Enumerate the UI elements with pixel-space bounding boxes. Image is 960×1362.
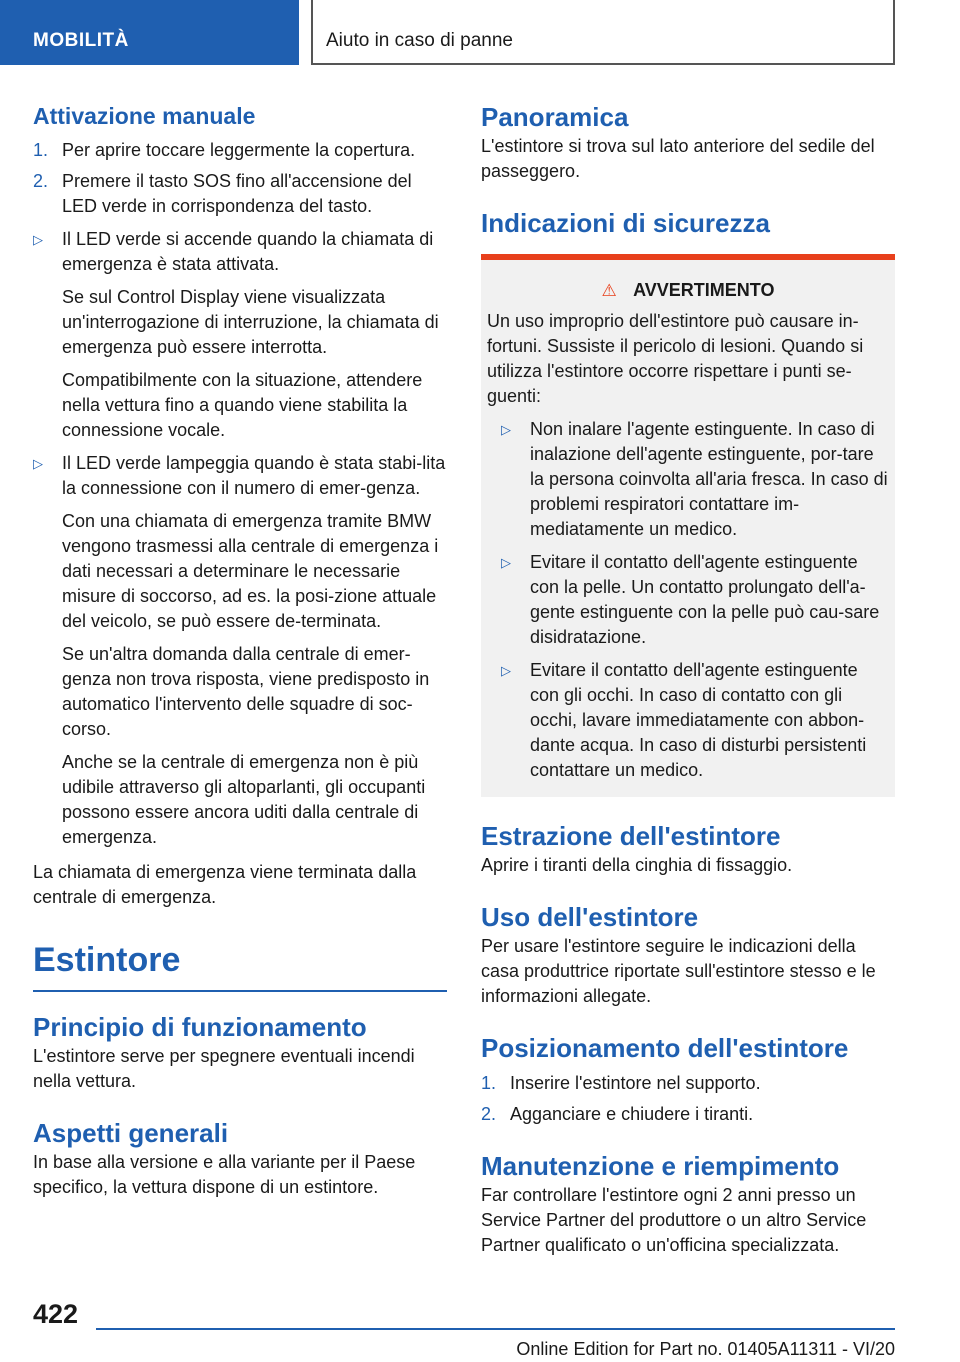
step-number: 1. [481, 1073, 497, 1093]
page-number: 422 [33, 1299, 79, 1329]
list-item [481, 1102, 895, 1127]
extract-paragraph: Aprire i tiranti della cinghia di fissaggio. [481, 855, 793, 875]
bullet-text: Non inalare l'agente estinguente. In caso di inalazione dell'agente estinguente, por‐tare la persona coinvolta all'aria fresca. In caso di problemi respiratori contattare im‐mediatamente un medico. [530, 419, 888, 539]
overview-paragraph: L'estintore si trova sul lato anteriore del sedile del passeggero. [481, 136, 875, 181]
maintenance-heading: Manutenzione e riempimento [481, 1151, 840, 1181]
warning-paragraph: Un uso improprio dell'estintore può causare in‐fortuni. Sussiste il pericolo di lesioni. Quando si utilizza l'estintore occorre rispettare i punti se‐guenti: [487, 311, 864, 406]
step-number: 1. [33, 140, 49, 160]
bullet-paragraph: Anche se la centrale di emergenza non è più udibile attraverso gli altoparlanti, gli occupanti possono essere ancora uditi dalla centrale di emergenza. [62, 752, 426, 847]
principle-heading: Principio di funzionamento [33, 1012, 367, 1042]
list-item [33, 138, 447, 163]
warning-triangle-icon: ⚠ [601, 281, 617, 300]
list-item [33, 227, 447, 277]
general-heading: Aspetti generali [33, 1118, 229, 1148]
bullet-text: Evitare il contatto dell'agente estinguente con la pelle. Un contatto prolungato dell'a‐gente estinguente con la pelle può cau‐sare disidratazione. [530, 552, 880, 647]
use-paragraph: Per usare l'estintore seguire le indicazioni della casa produttrice riportate sull'estintore stesso e le informazioni allegate. [481, 936, 876, 1006]
position-heading: Posizionamento dell'estintore [481, 1033, 849, 1063]
step-text: Per aprire toccare leggermente la copertura. [62, 140, 416, 160]
triangle-bullet-icon: ▷ [501, 422, 511, 437]
use-heading: Uso dell'estintore [481, 902, 699, 932]
list-item [33, 451, 447, 501]
triangle-bullet-icon: ▷ [33, 456, 43, 471]
bullet-paragraph: Compatibilmente con la situazione, attendere nella vettura fino a quando viene stabilita la connessione vocale. [62, 370, 423, 440]
maintenance-paragraph: Far controllare l'estintore ogni 2 anni presso un Service Partner del produttore o un altro Service Partner qualificato o un'officina specializzata. [481, 1185, 867, 1255]
chapter-title: Estintore [33, 938, 447, 992]
step-text: Premere il tasto SOS fino all'accensione del LED verde in corrispondenza del tasto. [62, 171, 412, 216]
list-item [501, 550, 889, 650]
triangle-bullet-icon: ▷ [501, 555, 511, 570]
step-number: 2. [481, 1104, 497, 1124]
warning-title [487, 278, 889, 303]
edition-note: Online Edition for Part no. 01405A11311 - VI/20 [516, 1339, 895, 1359]
overview-heading: Panoramica [481, 102, 629, 132]
list-item [501, 417, 889, 542]
step-number: 2. [33, 171, 49, 191]
safety-heading: Indicazioni di sicurezza [481, 208, 770, 238]
header-section-tab: MOBILITÀ [0, 0, 299, 65]
principle-paragraph: L'estintore serve per spegnere eventuali incendi nella vettura. [33, 1046, 415, 1091]
bullet-paragraph: Se un'altra domanda dalla centrale di emer‐genza non trova risposta, viene predisposto in automatico l'intervento delle squadre di soc‐corso. [62, 644, 430, 739]
warning-label: AVVERTIMENTO [633, 280, 775, 300]
footer-divider [96, 1328, 895, 1330]
right-column [481, 100, 895, 1258]
warning-box [481, 254, 895, 797]
left-column [33, 100, 447, 1200]
bullet-text: Evitare il contatto dell'agente estinguente con gli occhi. In caso di contatto con gli occhi, lavare immediatamente con abbon‐dante acqua. In caso di disturbi persistenti contattare un medico. [530, 660, 867, 780]
list-item [33, 169, 447, 219]
general-paragraph: In base alla versione e alla variante per il Paese specifico, la vettura dispone di un estintore. [33, 1152, 416, 1197]
triangle-bullet-icon: ▷ [501, 663, 511, 678]
list-item [501, 658, 889, 783]
triangle-bullet-icon: ▷ [33, 232, 43, 247]
bullet-paragraph: Con una chiamata di emergenza tramite BMW vengono trasmessi alla centrale di emergenza i dati necessari a determinare le necessarie misure di soccorso, ad es. la posi‐zione attuale del veicolo, se può essere de‐terminata. [62, 511, 439, 631]
manual-activation-heading: Attivazione manuale [33, 103, 256, 129]
extract-heading: Estrazione dell'estintore [481, 821, 781, 851]
header-chapter-title: Aiuto in caso di panne [311, 0, 895, 65]
step-text: Agganciare e chiudere i tiranti. [510, 1104, 754, 1124]
list-item [481, 1071, 895, 1096]
bullet-paragraph: Se sul Control Display viene visualizzata un'interrogazione di interruzione, la chiamata di emergenza può essere interrotta. [62, 287, 439, 357]
bullet-text: Il LED verde si accende quando la chiamata di emergenza è stata attivata. [62, 229, 434, 274]
step-text: Inserire l'estintore nel supporto. [510, 1073, 761, 1093]
bullet-text: Il LED verde lampeggia quando è stata stabi‐lita la connessione con il numero di emer‐genza. [62, 453, 446, 498]
closing-paragraph: La chiamata di emergenza viene terminata dalla centrale di emergenza. [33, 862, 417, 907]
